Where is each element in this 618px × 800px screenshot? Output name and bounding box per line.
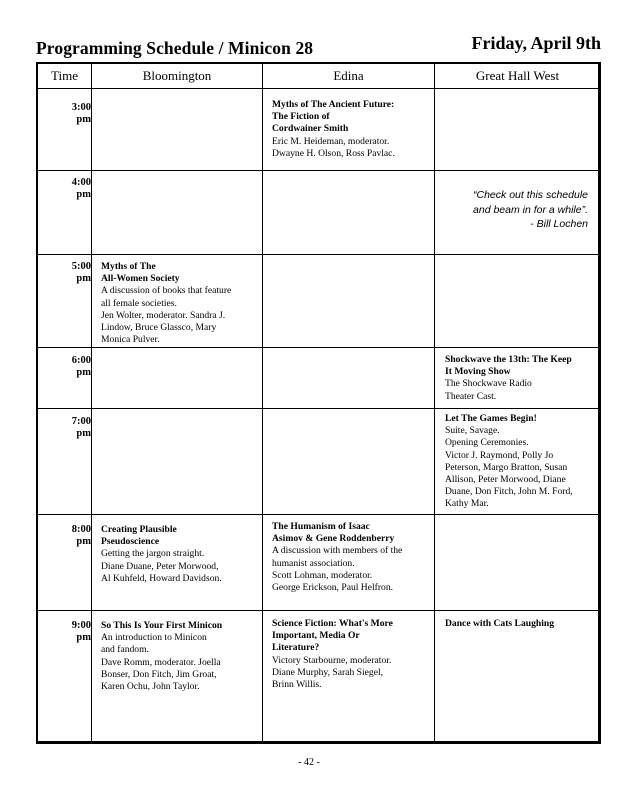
column-header-great-hall-west: Great Hall West <box>475 68 560 83</box>
event-details: Eric M. Heideman, moderator. Dwayne H. Olson, Ross Pavlac. <box>272 135 395 159</box>
event-details: An introduction to Minicon and fandom. Dave Romm, moderator. Joella Bonser, Don Fitch, Jim Groat, Karen Ochu, John Taylor. <box>101 632 221 693</box>
event-cell <box>445 354 603 403</box>
column-divider <box>262 64 263 741</box>
event-title: Myths of The Ancient Future: The Fiction of Cordwainer Smith <box>272 99 395 135</box>
time-label: 7:00 pm <box>71 416 91 439</box>
column-header-bloomington: Bloomington <box>142 68 212 83</box>
event-title: So This Is Your First Minicon <box>101 620 223 631</box>
event-cell <box>101 620 259 693</box>
row-divider <box>38 170 598 171</box>
schedule-title: Programming Schedule / Minicon 28 <box>36 38 314 58</box>
event-cell <box>272 521 432 594</box>
event-details: The Shockwave Radio Theater Cast. <box>445 378 532 402</box>
event-details: A discussion with members of the humanist association. Scott Lohman, moderator. George Erickson, Paul Helfron. <box>272 545 403 594</box>
row-divider <box>38 514 598 515</box>
event-cell <box>272 99 430 160</box>
event-cell <box>445 413 603 511</box>
event-title: The Humanism of Isaac Asimov & Gene Roddenberry <box>272 521 395 545</box>
schedule-day: Friday, April 9th <box>471 33 601 53</box>
event-title: Shockwave the 13th: The Keep It Moving Show <box>445 354 572 378</box>
page-number: - 42 - <box>298 757 320 768</box>
event-cell <box>272 618 432 691</box>
time-label: 5:00 pm <box>71 261 91 284</box>
event-details: Getting the jargon straight. Diane Duane, Peter Morwood, Al Kuhfeld, Howard Davidson. <box>101 548 222 584</box>
column-header-time: Time <box>51 68 78 83</box>
event-cell <box>101 261 259 346</box>
row-divider <box>38 610 598 611</box>
event-details: A discussion of books that feature all female societies. Jen Wolter, moderator. Sandra J. Lindow, Bruce Glassco, Mary Monica Pulver. <box>101 285 232 346</box>
event-title: Myths of The All-Women Society <box>101 261 180 285</box>
row-divider <box>38 347 598 348</box>
event-title: Creating Plausible Pseudoscience <box>101 524 177 548</box>
column-header-edina: Edina <box>333 68 364 83</box>
event-title: Dance with Cats Laughing <box>445 618 555 629</box>
column-divider <box>91 64 92 741</box>
row-divider <box>38 88 598 89</box>
column-divider <box>434 64 435 741</box>
time-label: 6:00 pm <box>71 355 91 378</box>
event-title: Let The Games Begin! <box>445 413 537 424</box>
event-title: Science Fiction: What's More Important, Media Or Literature? <box>272 618 393 654</box>
schedule-table <box>36 62 601 744</box>
event-details: Victory Starbourne, moderator. Diane Murphy, Sarah Siegel, Brinn Willis. <box>272 654 392 691</box>
quote: “Check out this schedule and beam in for a while”. - Bill Lochen <box>473 189 588 230</box>
time-label: 3:00 pm <box>71 102 91 125</box>
event-cell <box>445 618 603 630</box>
event-cell <box>101 524 259 585</box>
time-label: 9:00 pm <box>71 620 91 643</box>
time-label: 8:00 pm <box>71 524 91 547</box>
row-divider <box>38 254 598 255</box>
event-details: Suite, Savage. Opening Ceremonies. Victor J. Raymond, Polly Jo Peterson, Margo Bratton, Susan Allison, Peter Morwood, Diane Duane, Don Fitch, John M. Ford, Kathy Mar. <box>445 425 573 510</box>
row-divider <box>38 408 598 409</box>
time-label: 4:00 pm <box>71 177 91 200</box>
